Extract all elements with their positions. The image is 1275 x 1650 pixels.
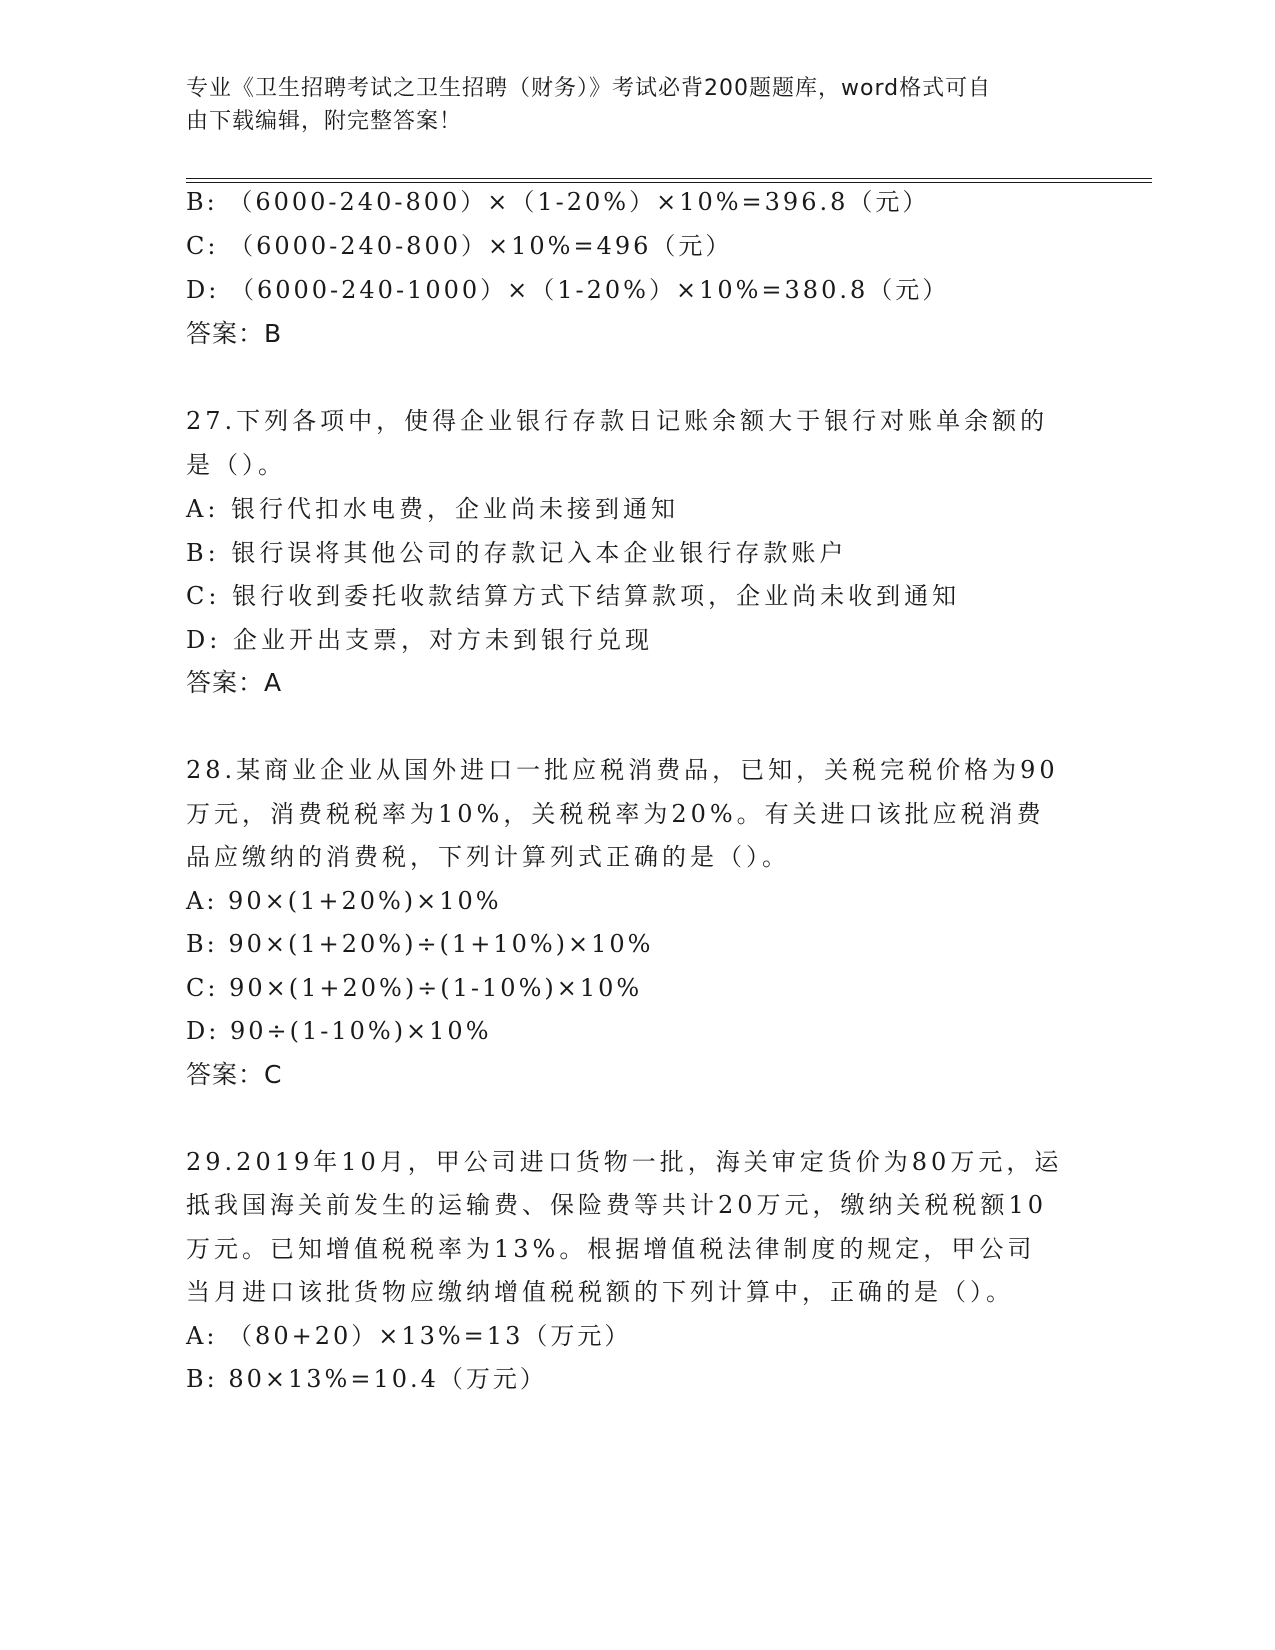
question-text: 是（）。	[186, 451, 286, 479]
option-a: A: 银行代扣水电费，企业尚未接到通知	[186, 495, 680, 523]
option-b: B: 90×(1+20%)÷(1+10%)×10%	[186, 930, 654, 958]
header-title-line-2: 由下载编辑，附完整答案！	[186, 109, 463, 134]
option-b: B: 银行误将其他公司的存款记入本企业银行存款账户	[186, 539, 848, 567]
option-d: D: 企业开出支票，对方未到银行兑现	[186, 626, 653, 654]
option-d: D: 90÷(1-10%)×10%	[186, 1017, 492, 1045]
question-text: 27.下列各项中，使得企业银行存款日记账余额大于银行对账单余额的	[186, 407, 1049, 435]
question-text: 抵我国海关前发生的运输费、保险费等共计20万元，缴纳关税税额10	[186, 1191, 1048, 1219]
option-c: C: （6000-240-800）×10%=496（元）	[186, 232, 733, 260]
option-a: A: 90×(1+20%)×10%	[186, 887, 502, 915]
header-title-line-1: 专业《卫生招聘考试之卫生招聘（财务）》考试必背200题题库，word格式可自	[186, 76, 992, 101]
answer-label: 答案：A	[186, 668, 283, 697]
header-divider	[186, 182, 1152, 183]
question-text: 万元。已知增值税税率为13%。根据增值税法律制度的规定，甲公司	[186, 1235, 1036, 1263]
option-c: C: 银行收到委托收款结算方式下结算款项，企业尚未收到通知	[186, 582, 961, 610]
document-header	[186, 72, 1076, 138]
header-divider	[186, 178, 1152, 179]
answer-label: 答案：C	[186, 1060, 283, 1089]
question-text: 29.2019年10月，甲公司进口货物一批，海关审定货价为80万元，运	[186, 1148, 1063, 1176]
question-text: 万元，消费税税率为10%，关税税率为20%。有关进口该批应税消费	[186, 800, 1045, 828]
answer-label: 答案：B	[186, 319, 283, 348]
question-text: 28.某商业企业从国外进口一批应税消费品，已知，关税完税价格为90	[186, 756, 1059, 784]
option-d: D: （6000-240-1000）×（1-20%）×10%=380.8（元）	[186, 276, 950, 304]
option-b: B: 80×13%=10.4（万元）	[186, 1365, 547, 1393]
option-a: A: （80+20）×13%=13（万元）	[186, 1322, 632, 1350]
question-text: 当月进口该批货物应缴纳增值税税额的下列计算中，正确的是（）。	[186, 1278, 1014, 1306]
option-c: C: 90×(1+20%)÷(1-10%)×10%	[186, 974, 643, 1002]
question-text: 品应缴纳的消费税，下列计算列式正确的是（）。	[186, 843, 790, 871]
option-b: B: （6000-240-800）×（1-20%）×10%=396.8（元）	[186, 188, 930, 216]
